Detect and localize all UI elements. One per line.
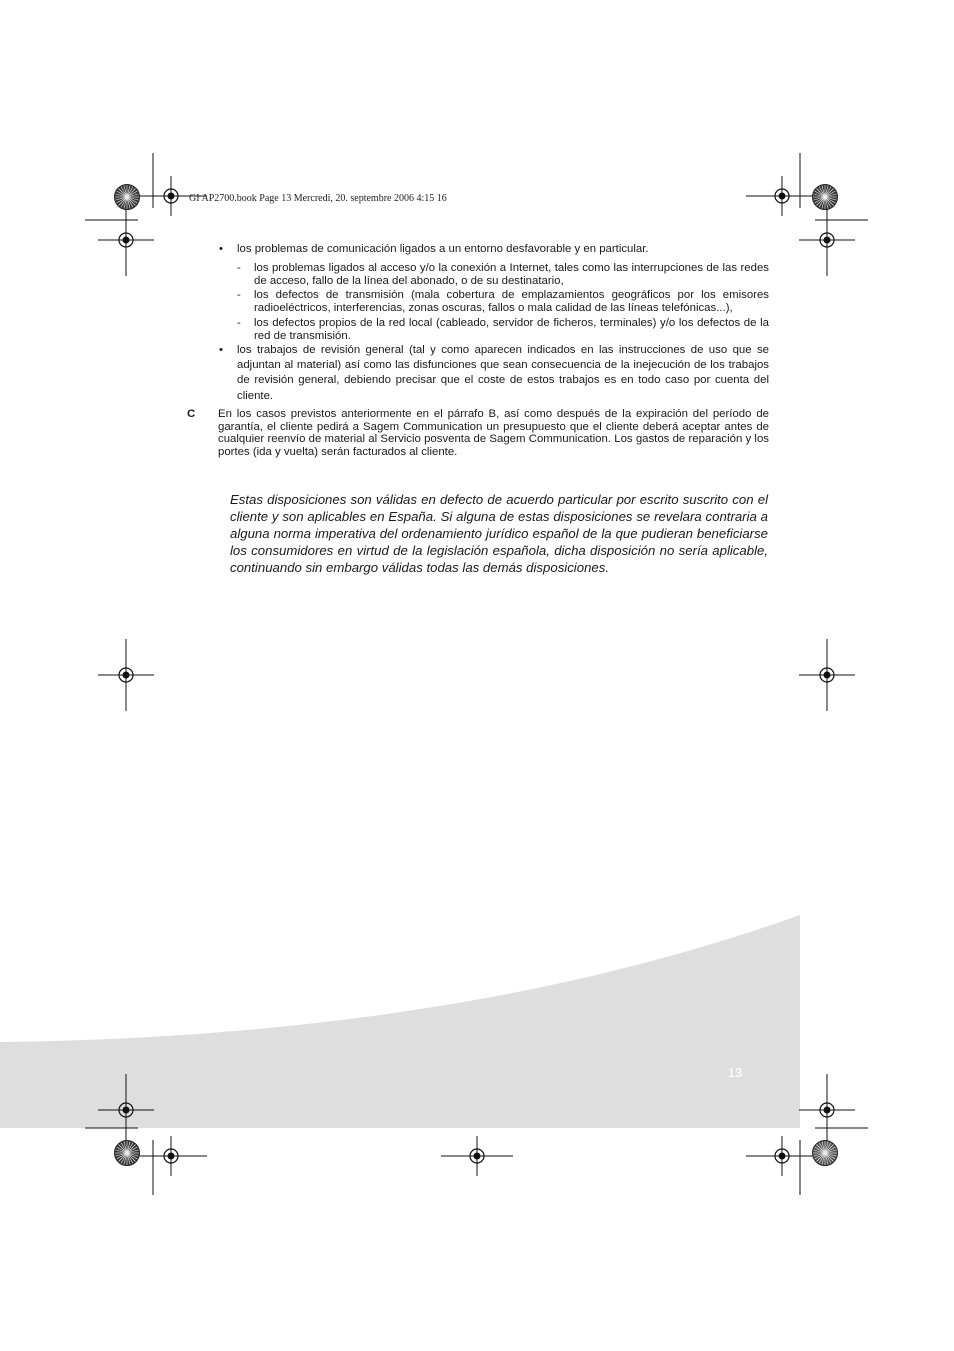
section-c-text: En los casos previstos anteriormente en el párrafo B, así como después de la expiración del período de garantía, el cliente pedirá a Sagem Communication un presupuesto que el cliente deberá aceptar antes de cualquier reenvío de material al Servicio posventa de Sagem Communication. Los gastos de reparación y los portes (ida y vuelta) serán facturados al cliente.: [218, 408, 769, 458]
dash-marker: -: [237, 317, 241, 329]
sub-item-text: los defectos propios de la red local (cableado, servidor de ficheros, terminales) y/o los defectos de la red de transmisión.: [254, 317, 769, 342]
print-header: GI AP2700.book Page 13 Mercredi, 20. septembre 2006 4:15 16: [189, 193, 447, 204]
dash-marker: -: [237, 289, 241, 301]
bullet-marker: •: [219, 344, 223, 356]
bullet-marker: •: [219, 243, 223, 255]
bullet-text: los trabajos de revisión general (tal y como aparecen indicados en las instrucciones de uso que se adjuntan al material) así como las disfunciones que sean consecuencia de la inejecución de los trabajos de revisión general, debiendo precisar que el coste de estos trabajos es en todo caso por cuenta del cliente.: [237, 344, 769, 402]
registration-dot: [123, 1107, 130, 1114]
registration-dot: [123, 237, 130, 244]
registration-dot: [824, 1107, 831, 1114]
dash-marker: -: [237, 262, 241, 274]
section-label: C: [187, 408, 196, 420]
registration-dot: [824, 672, 831, 679]
bullet-text: los problemas de comunicación ligados a un entorno desfavorable y en particular.: [237, 243, 649, 255]
registration-dot: [168, 1153, 175, 1160]
registration-dot: [123, 672, 130, 679]
registration-dot: [824, 237, 831, 244]
sub-item-text: los defectos de transmisión (mala cobertura de emplazamientos geográficos por los emisores radioeléctricos, interferencias, zonas oscuras, fallos o mala calidad de las líneas telefónicas...),: [254, 289, 769, 314]
sub-item-text: los problemas ligados al acceso y/o la conexión a Internet, tales como las interrupciones de las redes de acceso, fallo de la línea del abonado, o de su destinatario,: [254, 262, 769, 287]
registration-dot: [474, 1153, 481, 1160]
page-number: 13: [727, 1065, 743, 1080]
registration-dot: [779, 193, 786, 200]
italic-note: Estas disposiciones son válidas en defecto de acuerdo particular por escrito suscrito con el cliente y son aplicables en España. Si alguna de estas disposiciones se revelara contraria a alguna norma imperativa del ordenamiento jurídico español de la que pudieran beneficiarse los consumidores en virtud de la legislación española, dicha disposición no sería aplicable, continuando sin embargo válidas todas las demás disposiciones.: [230, 492, 768, 575]
registration-dot: [779, 1153, 786, 1160]
footer-band: [0, 915, 800, 1128]
registration-dot: [168, 193, 175, 200]
